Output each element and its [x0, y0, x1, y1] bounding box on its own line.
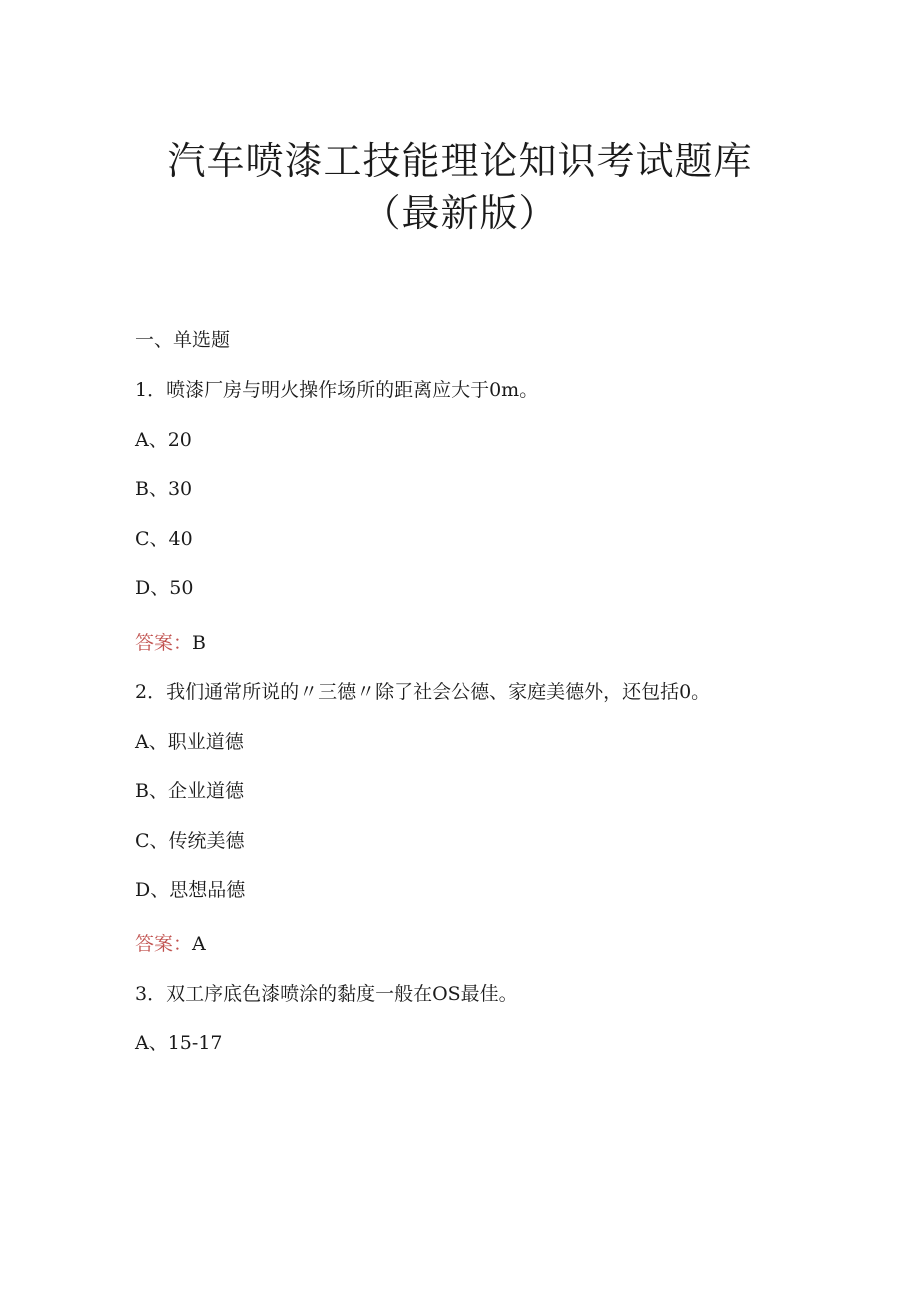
- option-b: B、30: [135, 478, 193, 500]
- answer-line: [135, 932, 206, 956]
- option-c: C、传统美德: [135, 830, 245, 852]
- option-d: D、思想品德: [135, 879, 246, 901]
- answer-value: A: [192, 933, 206, 955]
- option-a: A、15-17: [135, 1032, 223, 1054]
- answer-line: [135, 631, 206, 655]
- option-a: A、职业道德: [135, 731, 244, 753]
- option-a: A、20: [135, 429, 192, 451]
- document-title: 汽车喷漆工技能理论知识考试题库: [167, 139, 753, 183]
- document-subtitle: （最新版）: [362, 191, 558, 235]
- option-c: C、40: [135, 528, 193, 550]
- option-b: B、企业道德: [135, 780, 244, 802]
- answer-label: 答案：: [135, 933, 193, 955]
- question-stem: 1．喷漆厂房与明火操作场所的距离应大于0m。: [135, 379, 539, 401]
- question-stem: 2．我们通常所说的〃三德〃除了社会公德、家庭美德外，还包括0。: [135, 681, 711, 703]
- question-stem: 3．双工序底色漆喷涂的黏度一般在OS最佳。: [135, 983, 518, 1005]
- section-heading: 一、单选题: [135, 329, 231, 351]
- option-d: D、50: [135, 577, 194, 599]
- answer-value: B: [192, 632, 206, 654]
- answer-label: 答案：: [135, 632, 193, 654]
